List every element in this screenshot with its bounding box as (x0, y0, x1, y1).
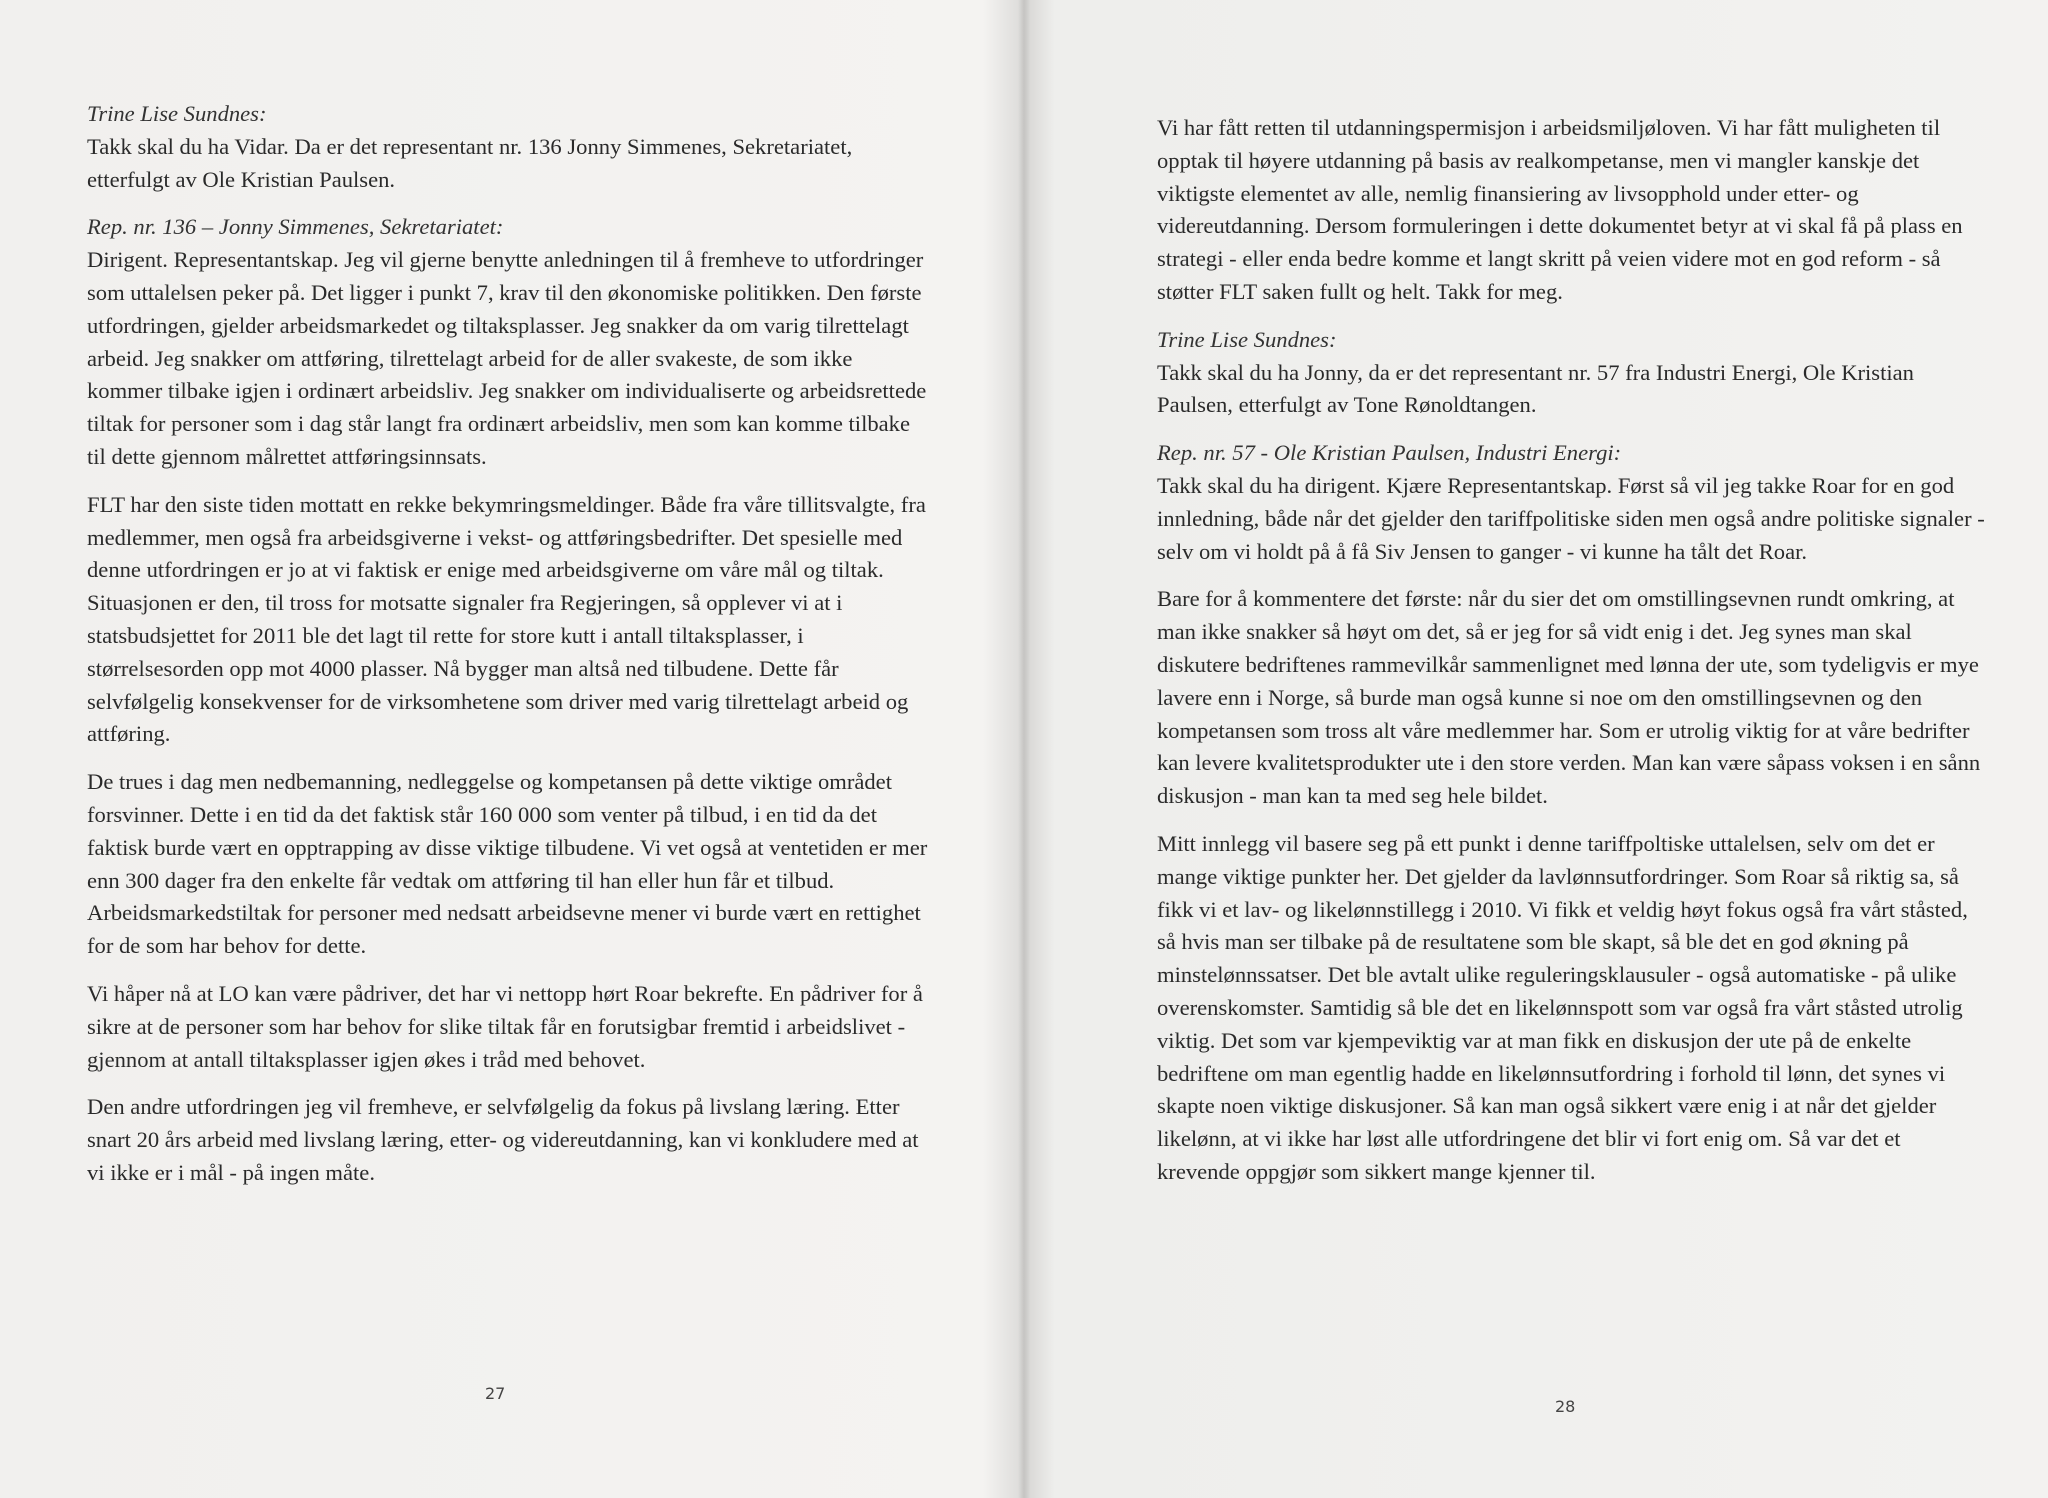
speech-block (87, 211, 933, 473)
speech-block (1157, 828, 1987, 1189)
speech-paragraph: Takk skal du ha Jonny, da er det representant nr. 57 fra Industri Energi, Ole Kristian Paulsen, etterfulgt av Tone Rønoldtangen. (1157, 359, 1914, 418)
speech-paragraph: Mitt innlegg vil basere seg på ett punkt i denne tariffpoltiske uttalelsen, selv om det er mange viktige punkter her. Det gjelder da lavlønnsutfordringer. Som Roar så riktig sa, så fikk vi et lav- og likelønnstillegg i 2010. Vi fikk et veldig høyt fokus også fra vårt ståsted, så hvis man ser tilbake på de resultatene som ble skapt, så ble det en god økning på minstelønnssatser. Det ble avtalt ulike reguleringsklausuler - også automatiske - på ulike overenskomster. Samtidig så ble det en likelønnspott som var også fra vårt ståsted utrolig viktig. Det som var kjempeviktig var at man fikk en diskusjon der ute på de enkelte bedriftene om man egentlig hadde en likelønnsutfordring i forhold til lønn, det synes vi skapte noen viktige diskusjoner. Så kan man også sikkert være enig i at når det gjelder likelønn, at vi ikke har løst alle utfordringene det blir vi fort enig om. Så var det et krevende oppgjør som sikkert mange kjenner til. (1157, 830, 1968, 1184)
speech-block (87, 489, 933, 751)
speaker-label: Trine Lise Sundnes: (87, 101, 267, 126)
speech-paragraph: Bare for å kommentere det første: når du sier det om omstillingsevnen rundt omkring, at man ikke snakker så høyt om det, så er jeg for så vidt enig i det. Jeg synes man skal diskutere bedriftenes rammevilkår sammenlignet med lønna der ute, som tydeligvis er mye lavere enn i Norge, så burde man også kunne si noe om den omstillingsevnen og den kompetansen som tross alt våre medlemmer har. Som er utrolig viktig for at våre bedrifter kan levere kvalitetsprodukter ute i den store verden. Man kan være såpass voksen i en sånn diskusjon - man kan ta med seg hele bildet. (1157, 586, 1981, 809)
speech-block (1157, 112, 1987, 309)
speech-block (87, 766, 933, 963)
speech-paragraph: Takk skal du ha Vidar. Da er det representant nr. 136 Jonny Simmenes, Sekretariatet, etterfulgt av Ole Kristian Paulsen. (87, 133, 853, 192)
left-page-text (87, 98, 933, 1205)
speech-block (1157, 583, 1987, 813)
speech-block (87, 98, 933, 196)
speech-block (1157, 324, 1987, 422)
speech-block (87, 978, 933, 1076)
speech-paragraph: Den andre utfordringen jeg vil fremheve, er selvfølgelig da fokus på livslang læring. Etter snart 20 års arbeid med livslang læring, etter- og videreutdanning, kan vi konkludere med at vi ikke er i mål - på ingen måte. (87, 1094, 919, 1185)
speech-paragraph: Vi håper nå at LO kan være pådriver, det har vi nettopp hørt Roar bekrefte. En pådriver for å sikre at de personer som har behov for slike tiltak får en forutsigbar fremtid i arbeidslivet - gjennom at antall tiltaksplasser igjen økes i tråd med behovet. (87, 980, 923, 1072)
speaker-label: Rep. nr. 57 - Ole Kristian Paulsen, Industri Energi: (1157, 440, 1622, 466)
speech-block (1157, 437, 1987, 568)
speaker-label: Rep. nr. 136 – Jonny Simmenes, Sekretariatet: (87, 214, 504, 240)
speech-block (87, 1091, 933, 1189)
page-number: 28 (1555, 1397, 1576, 1416)
speaker-label: Trine Lise Sundnes: (1157, 326, 1337, 352)
speech-paragraph: Takk skal du ha dirigent. Kjære Representantskap. Først så vil jeg takke Roar for en god innledning, både når det gjelder den tariffpolitiske siden men også andre politiske signaler - selv om vi holdt på å få Siv Jensen to ganger - vi kunne ha tålt det Roar. (1157, 472, 1985, 564)
speech-paragraph: Vi har fått retten til utdanningspermisjon i arbeidsmiljøloven. Vi har fått muligheten til opptak til høyere utdanning på basis av realkompetanse, men vi mangler kanskje det viktigste elementet av alle, nemlig finansiering av livsopphold under etter- og videreutdanning. Dersom formuleringen i dette dokumentet betyr at vi skal få på plass en strategi - eller enda bedre komme et langt skritt på veien videre mot en god reform - så støtter FLT saken fullt og helt. Takk for meg. (1157, 115, 1963, 304)
speech-paragraph: FLT har den siste tiden mottatt en rekke bekymringsmeldinger. Både fra våre tillitsvalgte, fra medlemmer, men også fra arbeidsgiverne i vekst- og attføringsbedrifter. Det spesielle med denne utfordringen er jo at vi faktisk er enige med arbeidsgiverne om våre mål og tiltak. Situasjonen er den, til tross for motsatte signaler fra Regjeringen, så opplever vi at i statsbudsjettet for 2011 ble det lagt til rette for store kutt i antall tiltaksplasser, i størrelsesorden opp mot 4000 plasser. Nå bygger man altså ned tilbudene. Dette får selvfølgelig konsekvenser for de virksomhetene som driver med varig tilrettelagt arbeid og attføring. (87, 491, 926, 747)
right-page-text (1157, 112, 1987, 1204)
right-page (1025, 0, 2048, 1498)
left-page (0, 0, 1022, 1498)
page-number: 27 (485, 1384, 506, 1403)
speech-paragraph: De trues i dag men nedbemanning, nedleggelse og kompetansen på dette viktige området forsvinner. Dette i en tid da det faktisk står 160 000 som venter på tilbud, i en tid da det faktisk burde vært en opptrapping av disse viktige tilbudene. Vi vet også at ventetiden er mer enn 300 dager fra den enkelte får vedtak om attføring til han eller hun får et tilbud. Arbeidsmarkedstiltak for personer med nedsatt arbeidsevne mener vi burde vært en rettighet for de som har behov for dette. (87, 769, 928, 959)
speech-paragraph: Dirigent. Representantskap. Jeg vil gjerne benytte anledningen til å fremheve to utfordringer som uttalelsen peker på. Det ligger i punkt 7, krav til den økonomiske politikken. Den første utfordringen, gjelder arbeidsmarkedet og tiltaksplasser. Jeg snakker da om varig tilrettelagt arbeid. Jeg snakker om attføring, tilrettelagt arbeid for de aller svakeste, de som ikke kommer tilbake igjen i ordinært arbeidsliv. Jeg snakker om individualiserte og arbeidsrettede tiltak for personer som i dag står langt fra ordinært arbeidsliv, men som kan komme tilbake til dette gjennom målrettet attføringsinnsats. (87, 247, 927, 469)
